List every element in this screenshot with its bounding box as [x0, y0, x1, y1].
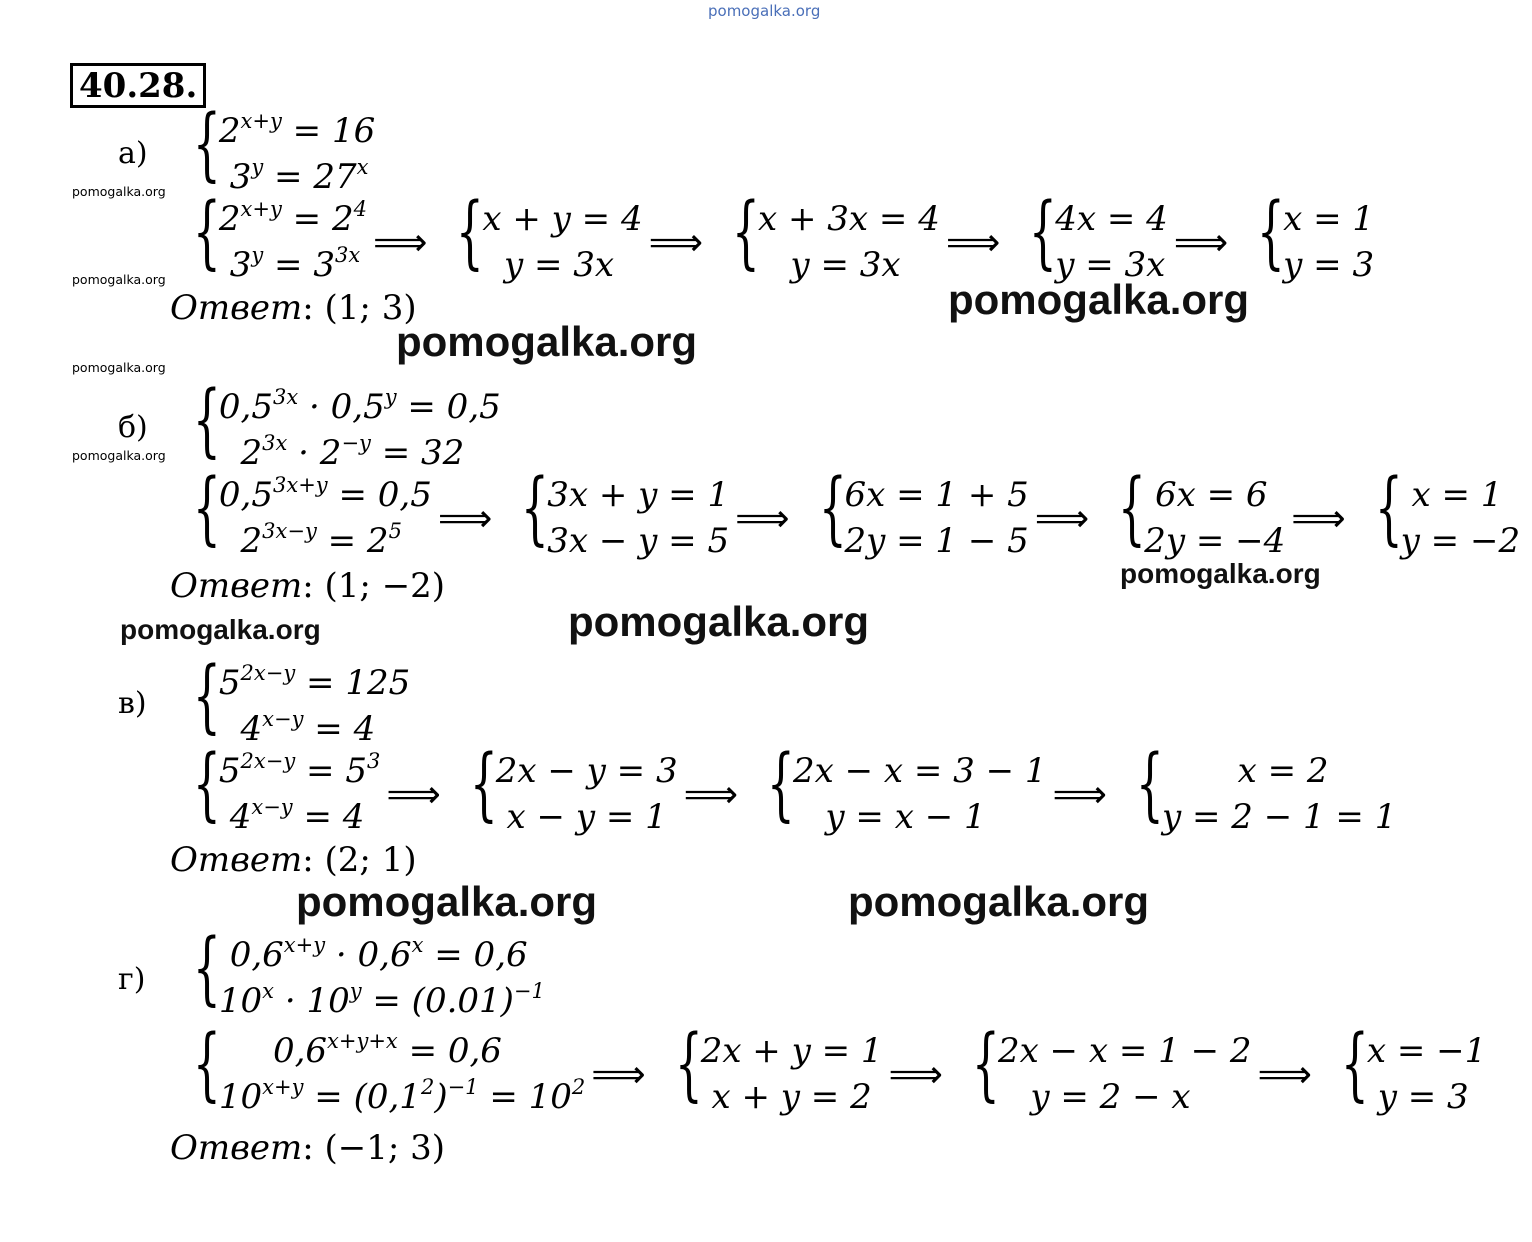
part-a-answer: [170, 288, 417, 328]
brace-icon: {: [192, 97, 221, 190]
part-v-answer: [170, 840, 417, 880]
part-g-given-system: { $0,6^{x+y} \cdot 0,6^x = 0,6$ $10^x \cdot 10^y = (0.01)^{-1}$: [192, 921, 545, 1021]
part-a-solution: [170, 185, 1375, 288]
system: { x + y = 4 y = 3x: [456, 185, 643, 285]
implies-arrow: ⟹: [1291, 496, 1346, 540]
watermark-small: pomogalka.org: [72, 448, 166, 463]
implies-arrow: ⟹: [437, 496, 493, 540]
watermark-small: pomogalka.org: [72, 272, 166, 287]
implies-arrow: ⟹: [945, 220, 1001, 264]
system: { x = 1 y = −2: [1374, 461, 1521, 561]
system: { $5^{2x-y} = 5^3$ $4^{x-y} = 4$: [192, 737, 381, 837]
part-g-solution: [170, 1017, 1487, 1120]
answer-value: : (2; 1): [302, 840, 417, 880]
system: { 6x = 6 2y = −4: [1118, 461, 1286, 561]
system: { $0,5^{3x+y} = 0,5$ $2^{3x-y} = 2^5$: [192, 461, 432, 561]
part-a-given-system: { $2^{x+y} = 16$ $3^y = 27^x$: [170, 108, 375, 200]
implies-arrow: ⟹: [1052, 772, 1108, 816]
system: { 6x = 1 + 5 2y = 1 − 5: [818, 461, 1029, 561]
system: { 2x − x = 1 − 2 y = 2 − x: [971, 1017, 1252, 1117]
part-v-solution: [170, 737, 1397, 840]
implies-arrow: ⟹: [683, 772, 739, 816]
watermark-big: pomogalka.org: [296, 878, 598, 925]
part-a-label: а): [118, 136, 148, 171]
system: { 2x − x = 3 − 1 y = x − 1: [766, 737, 1047, 837]
answer-word: Ответ: [170, 840, 303, 880]
watermark-big: pomogalka.org: [848, 878, 1150, 925]
answer-word: Ответ: [170, 566, 303, 606]
system: { $2^{x+y} = 2^4$ $3^y = 3^{3x}$: [192, 185, 367, 285]
system: { 2x − y = 3 x − y = 1: [469, 737, 678, 837]
part-v-label: в): [118, 686, 147, 721]
system: { 3x + y = 1 3x − y = 5: [521, 461, 730, 561]
implies-arrow: ⟹: [1034, 496, 1090, 540]
system: { x + 3x = 4 y = 3x: [732, 185, 940, 285]
answer-value: : (1; 3): [302, 288, 417, 328]
implies-arrow: ⟹: [591, 1052, 646, 1096]
answer-word: Ответ: [170, 1128, 303, 1168]
watermark-top: pomogalka.org: [708, 2, 821, 20]
implies-arrow: ⟹: [648, 220, 704, 264]
implies-arrow: ⟹: [735, 496, 790, 540]
watermark-big: pomogalka.org: [396, 318, 698, 365]
implies-arrow: ⟹: [1257, 1052, 1312, 1096]
system: { 4x = 4 y = 3x: [1029, 185, 1168, 285]
watermark-big: pomogalka.org: [568, 598, 870, 645]
part-g-label: г): [118, 962, 146, 997]
answer-value: : (−1; 3): [302, 1128, 446, 1168]
watermark-big: pomogalka.org: [948, 276, 1250, 323]
system: { 2x + y = 1 x + y = 2: [674, 1017, 883, 1117]
watermark-mid: pomogalka.org: [1120, 558, 1321, 589]
part-v-given-system: { $5^{2x-y} = 125$ $4^{x-y} = 4$: [192, 649, 411, 749]
part-g-answer: [170, 1128, 445, 1168]
system: { x = 2 y = 2 − 1 = 1: [1135, 737, 1397, 837]
part-b-label: б): [118, 410, 148, 445]
part-b-given-system: { $0,5^{3x} \cdot 0,5^y = 0,5$ $2^{3x} \cdot 2^{-y} = 32$: [192, 373, 501, 473]
system: { x = −1 y = 3: [1340, 1017, 1487, 1117]
watermark-mid: pomogalka.org: [120, 614, 321, 645]
implies-arrow: ⟹: [372, 220, 428, 264]
answer-word: Ответ: [170, 288, 303, 328]
part-b-answer: [170, 566, 445, 606]
system: { x = 1 y = 3: [1257, 185, 1375, 285]
watermark-small: pomogalka.org: [72, 360, 166, 375]
system: { $0,6^{x+y+x} = 0,6$ $10^{x+y} = (0,1^2)^{-1} = 10^2$: [192, 1017, 586, 1117]
implies-arrow: ⟹: [386, 772, 441, 816]
part-b-solution: [170, 461, 1521, 564]
implies-arrow: ⟹: [1173, 220, 1229, 264]
implies-arrow: ⟹: [888, 1052, 944, 1096]
problem-number: 40.28.: [70, 63, 206, 108]
answer-value: : (1; −2): [302, 566, 446, 606]
watermark-small: pomogalka.org: [72, 184, 166, 199]
